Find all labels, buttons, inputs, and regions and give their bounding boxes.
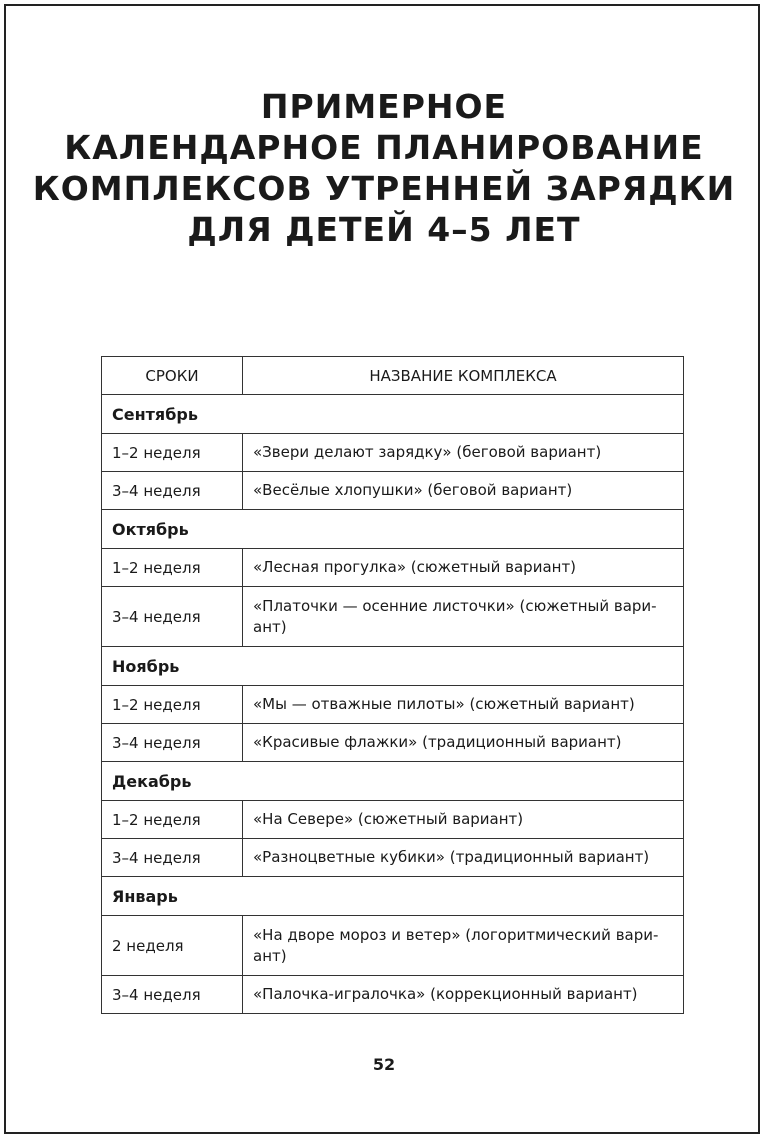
table-row xyxy=(102,472,684,510)
month-label: Декабрь xyxy=(102,762,684,801)
period-cell: 1–2 неделя xyxy=(102,801,243,839)
page-title xyxy=(0,86,768,250)
complex-name-cell: «Звери делают зарядку» (беговой вариант) xyxy=(243,434,684,472)
month-row-january xyxy=(102,877,684,916)
table-header-row xyxy=(102,357,684,395)
complex-name-cell: «Палочка-игралочка» (коррекционный вариант) xyxy=(243,976,684,1014)
complex-name-cell xyxy=(243,587,684,647)
period-cell: 1–2 неделя xyxy=(102,549,243,587)
complex-name-line: «Платочки — осенние листочки» (сюжетный вари- xyxy=(253,596,657,615)
complex-name-cell: «На Севере» (сюжетный вариант) xyxy=(243,801,684,839)
table-row xyxy=(102,801,684,839)
table-row xyxy=(102,549,684,587)
period-cell: 2 неделя xyxy=(102,916,243,976)
page-number: 52 xyxy=(372,1055,396,1074)
period-cell: 3–4 неделя xyxy=(102,587,243,647)
month-label: Январь xyxy=(102,877,684,916)
period-cell: 1–2 неделя xyxy=(102,434,243,472)
table-row xyxy=(102,916,684,976)
complex-name-line: ант) xyxy=(253,946,287,965)
complex-name-line: «На дворе мороз и ветер» (логоритмический вари- xyxy=(253,925,659,944)
table-row xyxy=(102,587,684,647)
period-cell: 3–4 неделя xyxy=(102,976,243,1014)
title-line: ПРИМЕРНОЕ xyxy=(260,87,508,126)
complex-name-cell: «Разноцветные кубики» (традиционный вариант) xyxy=(243,839,684,877)
month-row-september xyxy=(102,395,684,434)
table-row xyxy=(102,686,684,724)
complex-name-cell: «Весёлые хлопушки» (беговой вариант) xyxy=(243,472,684,510)
complex-name-cell xyxy=(243,916,684,976)
period-cell: 1–2 неделя xyxy=(102,686,243,724)
month-label: Сентябрь xyxy=(102,395,684,434)
complex-name-cell: «Красивые флажки» (традиционный вариант) xyxy=(243,724,684,762)
table-row xyxy=(102,839,684,877)
month-row-december xyxy=(102,762,684,801)
header-complex-name: НАЗВАНИЕ КОМПЛЕКСА xyxy=(243,357,684,395)
complex-name-line: ант) xyxy=(253,617,287,636)
header-period: СРОКИ xyxy=(102,357,243,395)
period-cell: 3–4 неделя xyxy=(102,724,243,762)
month-row-october xyxy=(102,510,684,549)
period-cell: 3–4 неделя xyxy=(102,839,243,877)
month-row-november xyxy=(102,647,684,686)
title-line: ДЛЯ ДЕТЕЙ 4–5 ЛЕТ xyxy=(187,210,581,249)
complex-name-cell: «Мы — отважные пилоты» (сюжетный вариант) xyxy=(243,686,684,724)
title-line: КОМПЛЕКСОВ УТРЕННЕЙ ЗАРЯДКИ xyxy=(32,169,736,208)
month-label: Ноябрь xyxy=(102,647,684,686)
month-label: Октябрь xyxy=(102,510,684,549)
period-cell: 3–4 неделя xyxy=(102,472,243,510)
table-row xyxy=(102,434,684,472)
title-line: КАЛЕНДАРНОЕ ПЛАНИРОВАНИЕ xyxy=(64,128,704,167)
complex-name-cell: «Лесная прогулка» (сюжетный вариант) xyxy=(243,549,684,587)
planning-table xyxy=(101,356,684,1014)
table-row xyxy=(102,724,684,762)
table-row xyxy=(102,976,684,1014)
